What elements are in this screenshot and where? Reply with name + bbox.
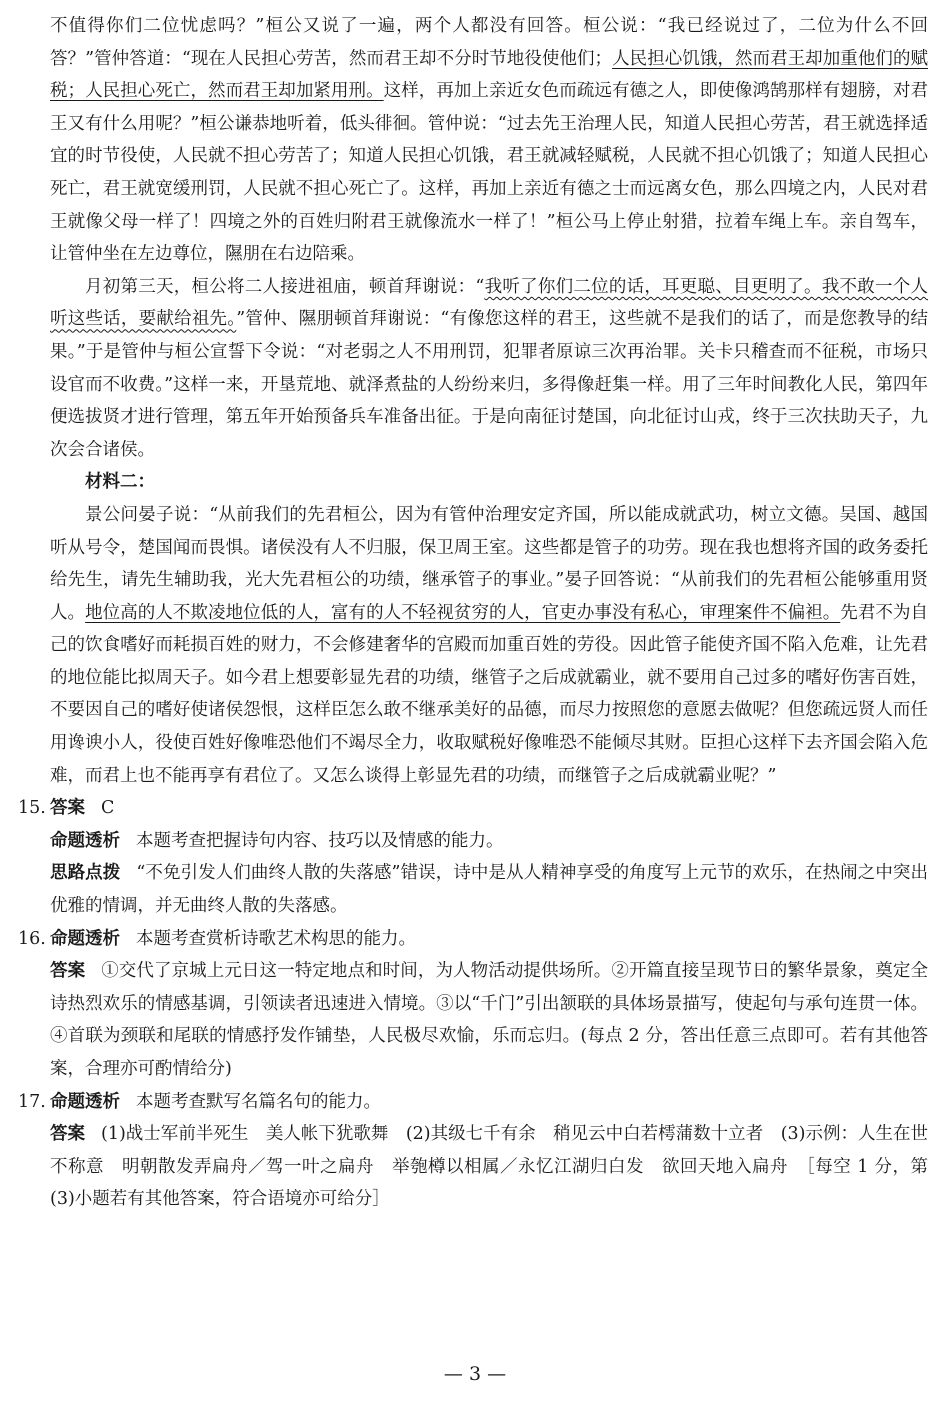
question-16	[18, 923, 928, 1086]
underlined-sentence: 人民担心饥饿，然而君王却加重他们的赋税；人民担心死亡，然而君王却加紧用刑。	[50, 48, 928, 102]
answer-text: C	[101, 798, 115, 819]
answer-label: 答案	[50, 961, 86, 982]
hint-label: 思路点拨	[50, 863, 121, 884]
analysis-label: 命题透析	[50, 1091, 120, 1112]
text-span: ”管仲、隰朋顿首拜谢说：“有像您这样的君王，这些就不是我们的话了，而是您教导的结果。”于是管仲与桓公宣誓下令说：“对老弱之人不用刑罚，犯罪者原谅三次再治罪。关卡只稽查而不征税，市场只设官而不收费。”这样一来，开垦荒地、就泽煮盐的人纷纷来归，多得像赶集一样。用了三年时间教化人民，第四年便选拔贤才进行管理，第五年开始预备兵车准备出征。于是向南征讨楚国，向北征讨山戎，终于三次扶助天子，九次会合诸侯。	[50, 309, 929, 460]
q16-answer	[50, 955, 928, 1085]
analysis-text: 本题考查赏析诗歌艺术构思的能力。	[136, 928, 416, 949]
analysis-text: 本题考查把握诗句内容、技巧以及情感的能力。	[136, 830, 504, 851]
question-number: 16.	[18, 928, 46, 949]
material2-paragraph	[50, 499, 928, 792]
text-span: 月初第三天，桓公将二人接进祖庙，顿首拜谢说：“	[85, 276, 485, 297]
analysis-label: 命题透析	[50, 928, 120, 949]
wavy-underlined-sentence: 我听了你们二位的话，耳更聪、目更明了。我不敢一个人听这些话，要献给祖先。	[50, 276, 928, 330]
material1-paragraph-1	[50, 10, 928, 271]
material2-heading: 材料二：	[85, 472, 155, 493]
analysis-text: 本题考查默写名篇名句的能力。	[136, 1091, 381, 1112]
page-number: — 3 —	[443, 1363, 507, 1385]
hint-text: “不免引发人们曲终人散的失落感”错误，诗中是从人精神享受的角度写上元节的欢乐，在热闹之中突出优雅的情调，并无曲终人散的失落感。	[50, 863, 929, 917]
question-15	[18, 792, 929, 922]
material1-paragraph-2	[50, 271, 928, 467]
q15-analysis	[50, 825, 928, 858]
q15-hint	[50, 857, 928, 922]
q15-answer	[50, 792, 928, 825]
answer-label: 答案	[50, 798, 85, 819]
q16-analysis	[50, 923, 928, 956]
question-number: 15.	[18, 798, 46, 819]
q17-answer	[50, 1118, 928, 1216]
text-span: 不值得你们二位忧虑吗？”桓公又说了一遍，两个人都没有回答。桓公说：“我已经说过了，二位为什么不回答？”管仲答道：“现在人民担心劳苦，然而君王却不分时节地役使他们；	[50, 16, 928, 69]
analysis-label: 命题透析	[50, 830, 120, 851]
text-span: 景公问晏子说：“从前我们的先君桓公，因为有管仲治理安定齐国，所以能成就武功，树立文德。吴国、越国听从号令，楚国闻而畏惧。诸侯没有人不归服，保卫周王室。这些都是管子的功劳。现在我也想将齐国的政务委托给先生，请先生辅助我，光大先君桓公的功绩，继承管子的事业。”晏子回答说：“从前我们的先君桓公能够重用贤人。	[50, 504, 928, 623]
answer-text: ①交代了京城上元日这一特定地点和时间，为人物活动提供场所。②开篇直接呈现节日的繁华景象，奠定全诗热烈欢乐的情感基调，引领读者迅速进入情境。③以“千门”引出颔联的具体场景描写，使起句与承句连贯一体。④首联为颈联和尾联的情感抒发作铺垫，人民极尽欢愉，乐而忘归。(每点 2 分，答出任意三点即可。若有其他答案，合理亦可酌情给分)	[50, 961, 928, 1079]
answer-text: (1)战士军前半死生 美人帐下犹歌舞 (2)其级七千有余 稍见云中白若樗蒲数十立者 (3)示例：人生在世不称意 明朝散发弄扁舟／驾一叶之扁舟 举匏樽以相属／永忆江湖归白发 欲回天地入扁舟 ［每空 1 分，第(3)小题若有其他答案，符合语境亦可给分］	[50, 1124, 928, 1210]
text-span: 先君不为自己的饮食嗜好而耗损百姓的财力，不会修建奢华的宫殿而加重百姓的劳役。因此管子能使齐国不陷入危难，让先君的地位能比拟周天子。如今君上想要彰显先君的功绩，继管子之后成就霸业，就不要用自己过多的嗜好伤害百姓，不要因自己的嗜好使诸侯怨恨，这样臣怎么敢不继承美好的品德，而尽力按照您的意愿去做呢？但您疏远贤人而任用谗谀小人，役使百姓好像唯恐他们不竭尽全力，收取赋税好像唯恐不能倾尽其财。臣担心这样下去齐国会陷入危难，而君上也不能再享有君位了。又怎么谈得上彰显先君的功绩，而继管子之后成就霸业呢？”	[50, 602, 929, 786]
underlined-sentence: 地位高的人不欺凌地位低的人，富有的人不轻视贫穷的人，官吏办事没有私心，审理案件不偏袒。	[85, 602, 841, 623]
question-number: 17.	[18, 1091, 46, 1112]
q17-analysis	[50, 1086, 928, 1119]
answer-label: 答案	[50, 1124, 86, 1145]
question-17	[18, 1086, 928, 1216]
text-span: 这样，再加上亲近女色而疏远有德之人，即使像鸿鹄那样有翅膀，对君王又有什么用呢？”桓公谦恭地听着，低头徘徊。管仲说：“过去先王治理人民，知道人民担心劳苦，君王就选择适宜的时节役使，人民就不担心劳苦了；知道人民担心饥饿，君王就减轻赋税，人民就不担心饥饿了；知道人民担心死亡，君王就宽缓刑罚，人民就不担心死亡了。这样，再加上亲近有德之士而远离女色，那么四境之内，人民对君王就像父母一样了！四境之外的百姓归附君王就像流水一样了！”桓公马上停止射猎，拉着车绳上车。亲自驾车，让管仲坐在左边尊位，隰朋在右边陪乘。	[50, 81, 929, 265]
